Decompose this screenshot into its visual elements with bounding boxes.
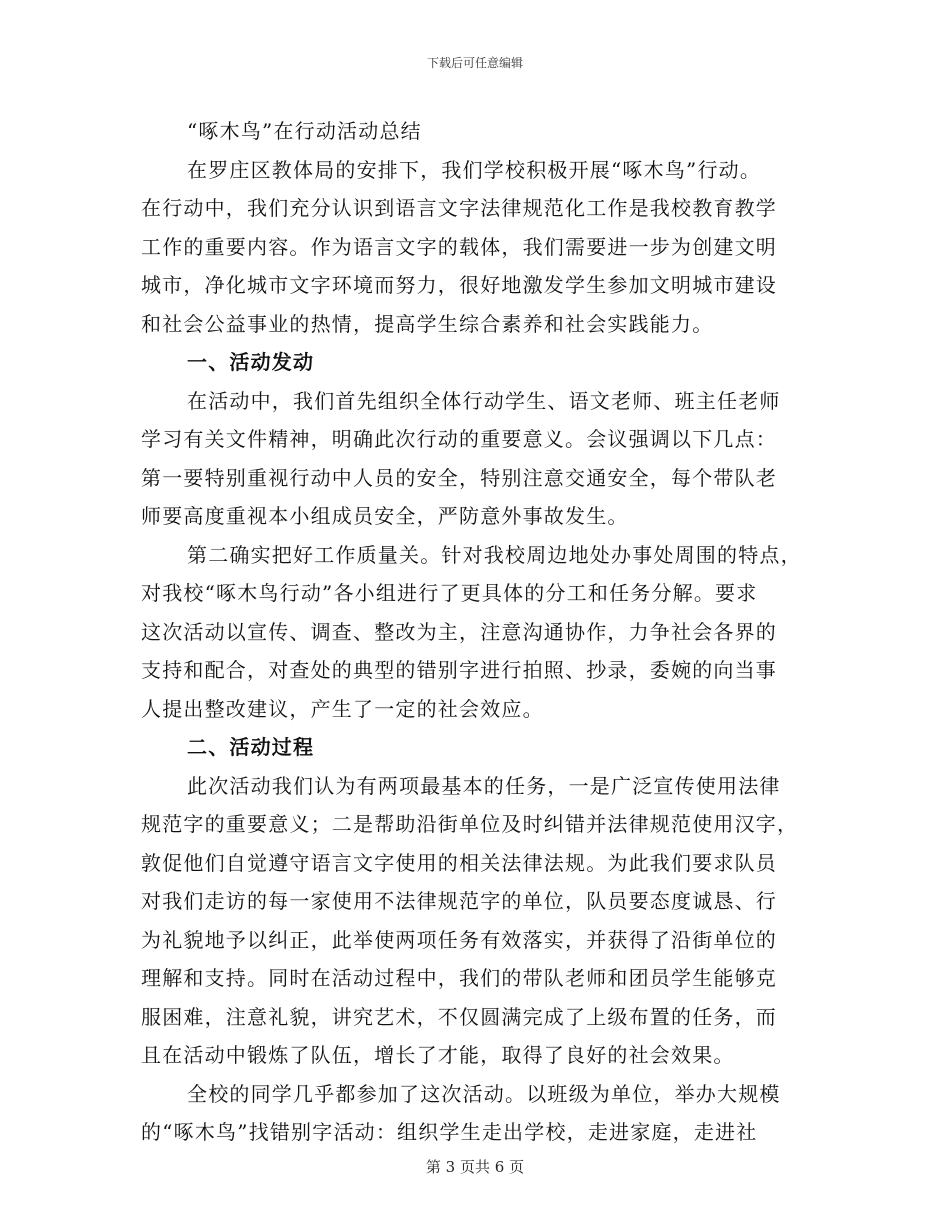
paragraph-mobilization (141, 382, 811, 536)
text-line: 在活动中，我们首先组织全体行动学生、语文老师、班主任老师 (187, 388, 781, 413)
section-heading-1: 一、活动发动 (187, 350, 315, 374)
text-line: 和社会公益事业的热情，提高学生综合素养和社会实践能力。 (141, 311, 714, 336)
page-footer: 第 3 页共 6 页 (425, 1158, 525, 1176)
text-line: 在罗庄区教体局的安排下，我们学校积极开展“啄木鸟”行动。 (187, 157, 762, 182)
text-line: 工作的重要内容。作为语言文字的载体，我们需要进一步为创建文明 (141, 234, 777, 259)
text-line: 对我们走访的每一家使用不法律规范字的单位，队员要态度诚恳、行 (141, 889, 777, 913)
text-line: 在行动中，我们充分认识到语言文字法律规范化工作是我校教育教学 (141, 196, 777, 220)
paragraph-quality (141, 536, 811, 729)
text-line: 师要高度重视本小组成员安全，严防意外事故发生。 (141, 504, 629, 528)
text-line: 人提出整改建议，产生了一定的社会效应。 (141, 696, 544, 721)
text-line: 第二确实把好工作质量关。针对我校周边地处办事处周围的特点， (187, 542, 802, 567)
text-line: 第一要特别重视行动中人员的安全，特别注意交通安全，每个带队老 (141, 465, 777, 490)
text-line: 的“啄木鸟”找错别字活动：组织学生走出学校，走进家庭，走进社 (141, 1120, 758, 1144)
text-line: 且在活动中锻炼了队伍，增长了才能，取得了良好的社会效果。 (141, 1043, 735, 1067)
page-header: 下载后可任意编辑 (426, 56, 523, 70)
text-line: 对我校“啄木鸟行动”各小组进行了更具体的分工和任务分解。要求 (141, 581, 758, 605)
section-heading-2: 二、活动过程 (187, 735, 315, 759)
paragraph-process (141, 767, 811, 1075)
text-line: 规范字的重要意义；二是帮助沿街单位及时纠错并法律规范使用汉字， (141, 812, 799, 836)
text-line: 服困难，注意礼貌，讲究艺术，不仅圆满完成了上级布置的任务，而 (141, 1004, 777, 1029)
text-line: 理解和支持。同时在活动过程中，我们的带队老师和团员学生能够克 (141, 966, 777, 990)
text-line: 为礼貌地予以纠正，此举使两项任务有效落实，并获得了沿街单位的 (141, 927, 777, 952)
text-line: 城市，净化城市文字环境而努力，很好地激发学生参加文明城市建设 (141, 273, 777, 297)
paragraph-intro (141, 151, 811, 344)
text-line: 这次活动以宣传、调查、整改为主，注意沟通协作，力争社会各界的 (141, 619, 777, 644)
paragraph-participation (141, 1075, 811, 1152)
text-line: 学习有关文件精神，明确此次行动的重要意义。会议强调以下几点： (141, 427, 777, 451)
text-line: 此次活动我们认为有两项最基本的任务，一是广泛宣传使用法律 (187, 773, 781, 798)
document-title: “啄木鸟”在行动活动总结 (187, 119, 422, 143)
text-line: 敦促他们自觉遵守语言文字使用的相关法律法规。为此我们要求队员 (141, 850, 777, 875)
text-line: 支持和配合，对查处的典型的错别字进行拍照、抄录，委婉的向当事 (141, 658, 777, 682)
document-body (141, 112, 811, 1152)
text-line: 全校的同学几乎都参加了这次活动。以班级为单位，举办大规模 (187, 1081, 781, 1106)
